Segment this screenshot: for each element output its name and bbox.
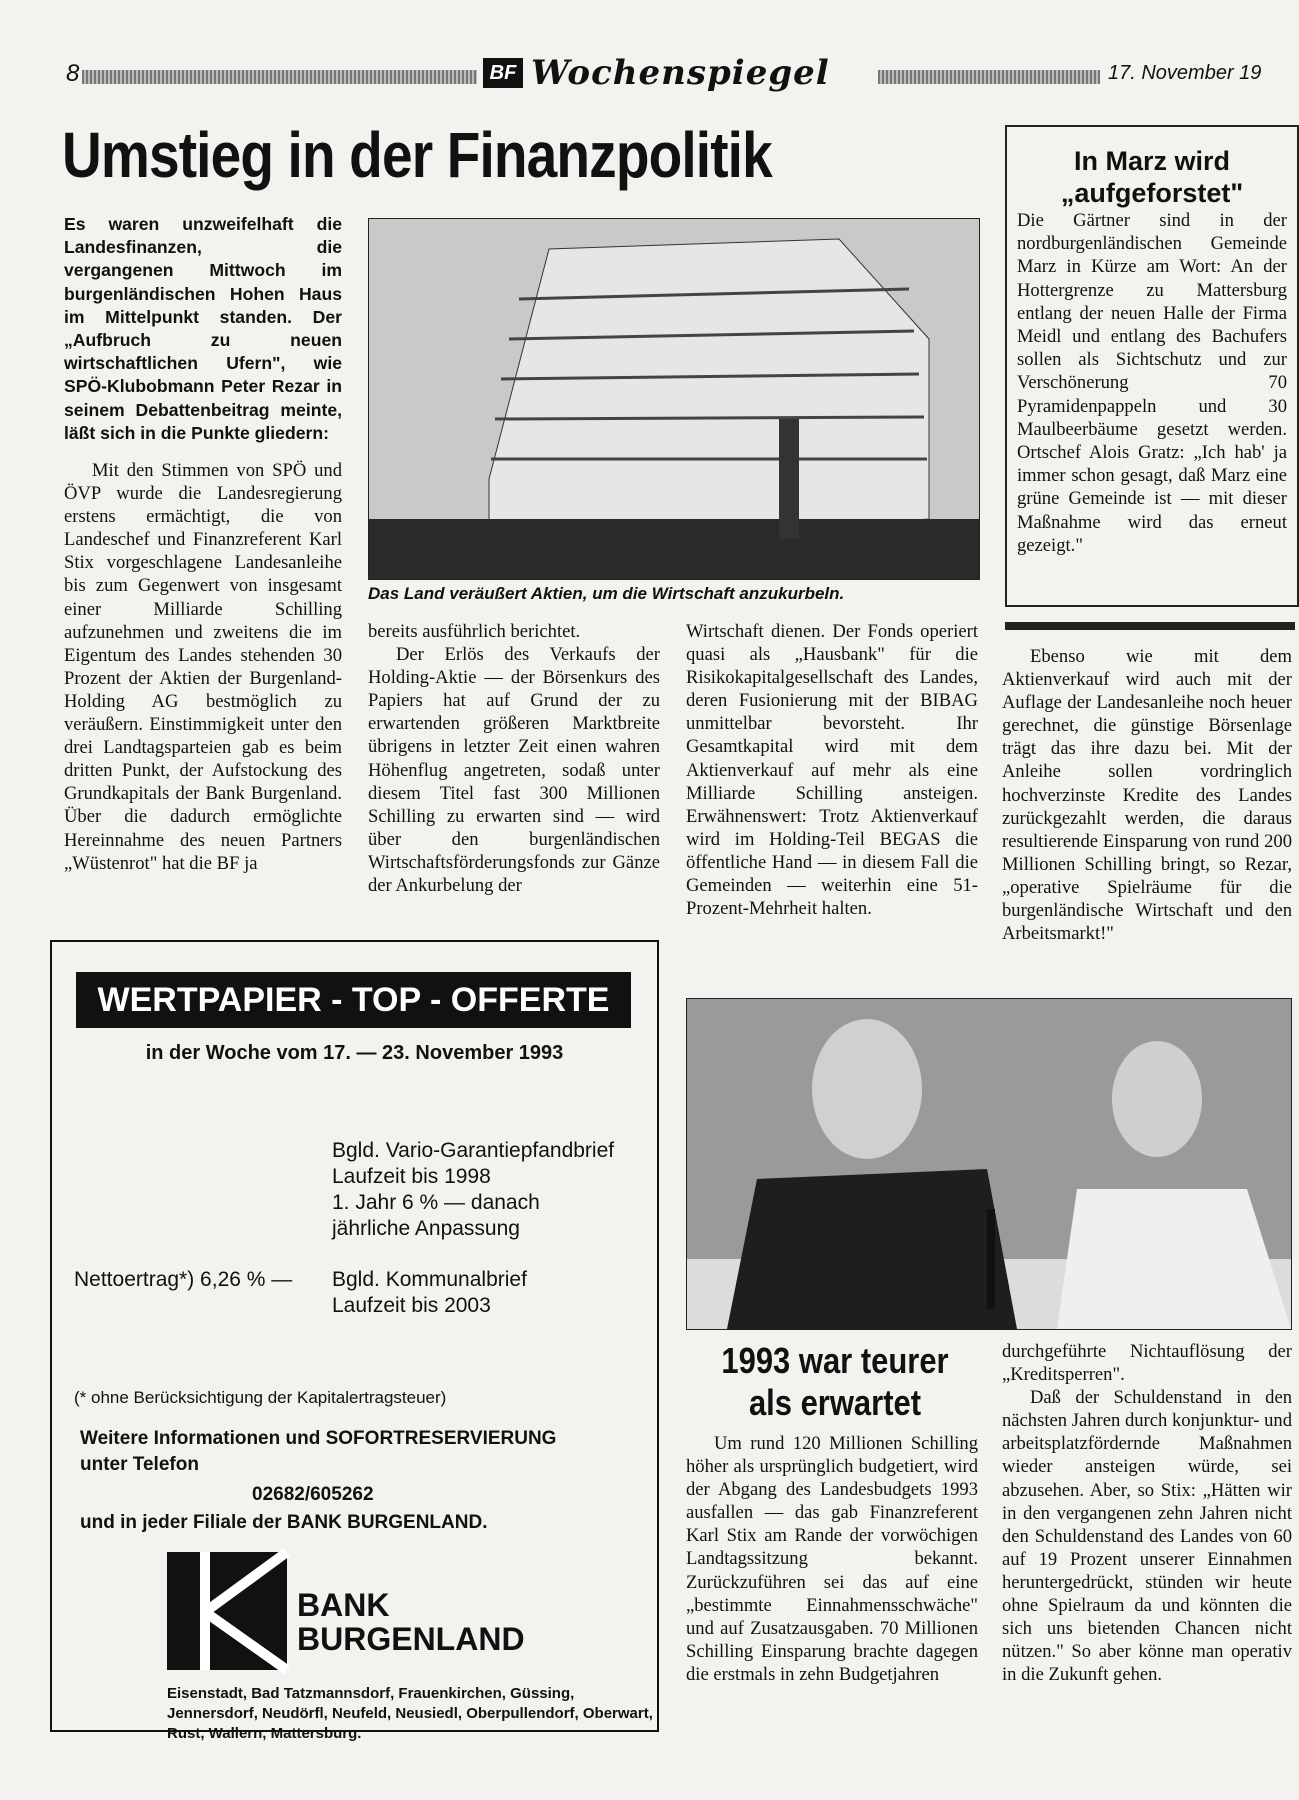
bank-branches: Eisenstadt, Bad Tatzmannsdorf, Frauenkirchen, Güssing, Jennersdorf, Neudörfl, Neufeld, Neusiedl, Oberpullendorf, Oberwart, Rust, Wallern, Mattersburg.	[167, 1685, 653, 1742]
article-paragraph: Der Erlös des Verkaufs der Holding-Aktie — der Börsenkurs des Papiers hat auf Grund der zu erwartenden größeren Marktbreite übrigens in letzter Zeit einen wahren Höhenflug angetreten, sodaß unter diesem Titel fast 300 Millionen Schilling zu erwarten sind — wird über den burgenländischen Wirtschaftsförderungsfonds zur Gänze der Ankurbelung der	[368, 644, 660, 897]
article-paragraph: bereits ausführlich berichtet.	[368, 621, 581, 642]
ad-subtitle: in der Woche vom 17. — 23. November 1993	[145, 1042, 564, 1064]
article-paragraph: Um rund 120 Millionen Schilling höher als ursprünglich budgetiert, wird der Abgang des Landesbudgets 1993 ausfallen — das gab Finanzreferent Karl Stix am Rande der vorwöchigen Landtagssitzung bekannt. Zurückzuführen sei das auf eine „bestimmte Einnahmensschwäche" und auf Zusatzausgaben. 70 Millionen Schilling Einsparung brachte dagegen die erstmals in zehn Budgetjahren	[686, 1433, 978, 1685]
ad-product-line: Laufzeit bis 2003	[332, 1294, 491, 1317]
bank-name-line: BANK	[297, 1587, 390, 1623]
press-conference-photo	[686, 998, 1292, 1330]
press-conference-illustration	[687, 999, 1291, 1329]
article-column-1	[64, 459, 342, 875]
ad-info-line: unter Telefon	[80, 1454, 199, 1475]
masthead	[483, 55, 873, 91]
headline-line: 1993 war teurer	[721, 1340, 949, 1381]
building-illustration	[369, 219, 979, 579]
ad-footnote: (* ohne Berücksichtigung der Kapitalertragsteuer)	[74, 1388, 447, 1407]
bank-name	[297, 1588, 525, 1656]
section-divider	[1005, 622, 1295, 630]
ad-product-line: Bgld. Kommunalbrief	[332, 1268, 527, 1291]
ad-net-yield: Nettoertrag*) 6,26 % —	[74, 1268, 293, 1291]
ad-product-2	[332, 1267, 527, 1319]
bank-name-line: BURGENLAND	[297, 1621, 525, 1657]
ad-phone: 02682/605262	[252, 1484, 374, 1505]
sidebar-body: Die Gärtner sind in der nordburgenländischen Gemeinde Marz in Kürze am Wort: An der Hottergrenze zu Mattersburg entlang der neuen Halle der Firma Meidl und entlang des Bachufers sollen als Sichtschutz und zur Verschönerung 70 Pyramidenpappeln und 30 Maulbeerbäume gesetzt werden. Ortschef Alois Gratz: „Ich hab' ja immer schon gesagt, daß Marz eine grüne Gemeinde ist — mit dieser Maßnahme wird das erneut gezeigt."	[1017, 210, 1287, 556]
header-rule-right	[878, 70, 1100, 84]
ad-product-line: 1. Jahr 6 % — danach	[332, 1191, 540, 1214]
article-paragraph: Mit den Stimmen von SPÖ und ÖVP wurde die Landesregierung erstens ermächtigt, die von Landeschef und Finanzreferent Karl Stix vorgeschlagene Landesanleihe bis zum Gegenwert von insgesamt einer Milliarde Schilling aufzunehmen und zweitens die im Eigentum des Landes stehenden 30 Prozent der Aktien der Burgenland-Holding AG bestmöglich zu veräußern. Einstimmigkeit unter den drei Landtagsparteien gab es beim dritten Punkt, der Aufstockung des Grundkapitals der Bank Burgenland. Über die dadurch ermöglichte Hereinnahme des neuen Partners „Wüstenrot" hat die BF ja	[64, 460, 342, 874]
bank-building-photo	[368, 218, 980, 580]
ad-product-line: Laufzeit bis 1998	[332, 1165, 491, 1188]
ad-info-line: Weitere Informationen und SOFORTRESERVIERUNG	[80, 1428, 557, 1449]
article-column-4	[1002, 645, 1292, 945]
ad-product-1	[332, 1138, 614, 1242]
sidebar-title-line: In Marz wird	[1073, 146, 1230, 176]
bank-logo	[167, 1552, 287, 1670]
masthead-title: Wochenspiegel	[531, 53, 830, 93]
article-paragraph: Daß der Schuldenstand in den nächsten Jahren durch konjunktur- und arbeitsplatzfördernde Maßnahmen wieder ansteigen würde, sei abzusehen. Aber, so Stix: „Hätten wir in den vergangenen zehn Jahren nicht den Schuldenstand des Landes von 60 auf 19 Prozent unserer Einnahmen heruntergedrückt, stünden wir heute ohne Spielraum da und könnten die sich uns bietenden Chancen nicht nützen." So aber könne man operativ in die Zukunft gehen.	[1002, 1387, 1292, 1686]
article-paragraph: durchgeführte Nichtauflösung der „Kreditsperren".	[1002, 1341, 1292, 1386]
photo-caption: Das Land veräußert Aktien, um die Wirtschaft anzukurbeln.	[368, 584, 845, 603]
ad-title: WERTPAPIER - TOP - OFFERTE	[76, 972, 631, 1028]
article-column-2	[368, 620, 660, 897]
article-2-column-2	[1002, 1340, 1292, 1686]
sidebar-title	[1007, 145, 1297, 209]
article-paragraph: Ebenso wie mit dem Aktienverkauf wird auch mit der Auflage der Landesanleihe noch heuer gerechnet, die günstige Börsenlage trägt das ihre dazu bei. Mit der Anleihe sollen vordringlich hochverzinste Kredite des Landes zurückgezahlt werden, die daraus resultierende Einsparung von rund 200 Millionen Schilling bringt, so Rezar, „operative Spielräume für die burgenländische Wirtschaft und den Arbeitsmarkt!"	[1002, 646, 1292, 945]
headline-line: als erwartet	[748, 1382, 922, 1423]
page-number: 8	[66, 60, 80, 87]
ad-info-line: und in jeder Filiale der BANK BURGENLAND.	[80, 1512, 488, 1533]
ad-product-line: Bgld. Vario-Garantiepfandbrief	[332, 1139, 615, 1162]
article-lead: Es waren unzweifelhaft die Landesfinanzen, die vergangenen Mittwoch im burgenländischen Hohen Haus im Mittelpunkt standen. Der „Aufbruch zu neuen wirtschaftlichen Ufern", wie SPÖ-Klubobmann Peter Rezar in seinem Debattenbeitrag meinte, läßt sich in die Punkte gliedern:	[64, 214, 342, 443]
article-2-headline	[710, 1340, 959, 1424]
bank-advertisement	[50, 940, 659, 1742]
sidebar-article	[1005, 125, 1299, 607]
article-column-3	[686, 620, 978, 920]
article-2-column-1	[686, 1432, 978, 1686]
page-headline: Umstieg in der Finanzpolitik	[62, 119, 772, 191]
bf-logo: BF	[483, 58, 523, 88]
article-paragraph: Wirtschaft dienen. Der Fonds operiert quasi als „Hausbank" für die Risikokapitalgesellschaft des Landes, deren Fusionierung mit der BIBAG unmittelbar bevorsteht. Ihr Gesamtkapital wird mit dem Aktienverkauf auf mehr als eine Milliarde Schilling ansteigen. Erwähnenswert: Trotz Aktienverkauf wird im Holding-Teil BEGAS die öffentliche Hand — in diesem Fall die Gemeinden — weiterhin eine 51-Prozent-Mehrheit halten.	[686, 621, 978, 920]
header-rule-left	[82, 70, 477, 84]
ad-product-line: jährliche Anpassung	[332, 1217, 520, 1240]
issue-date: 17. November 19	[1108, 62, 1262, 84]
sidebar-title-line: „aufgeforstet"	[1060, 178, 1244, 208]
bank-logo-icon	[167, 1552, 287, 1670]
